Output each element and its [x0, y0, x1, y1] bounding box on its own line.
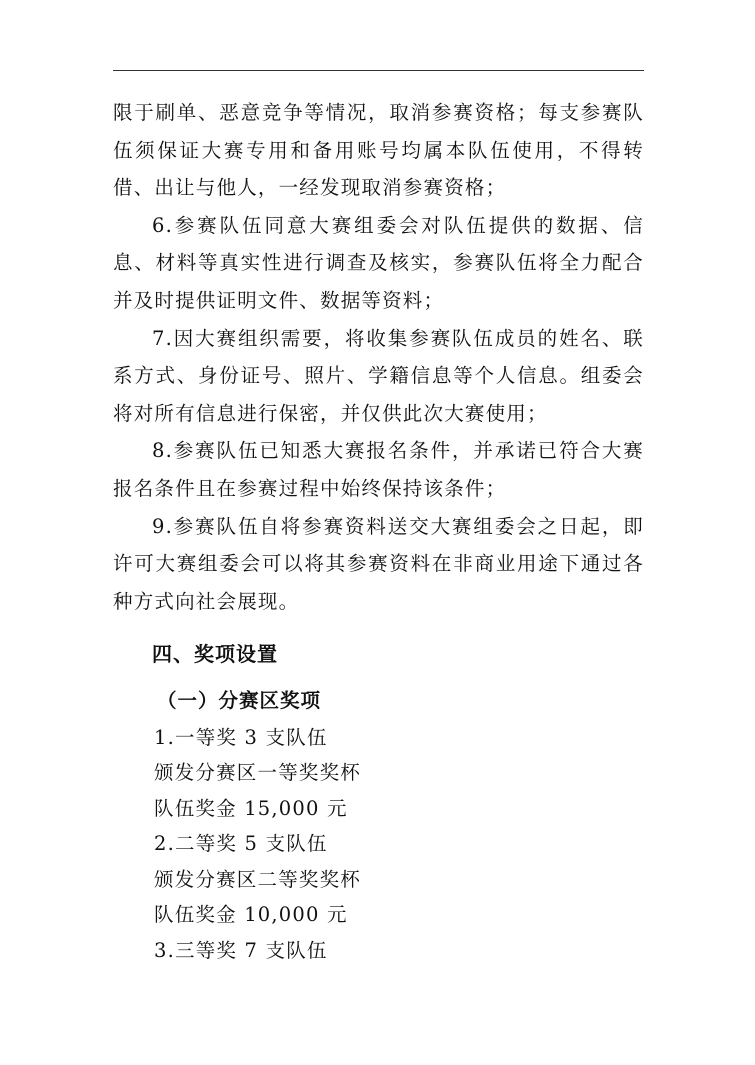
paragraph-item-9: 9.参赛队伍自将参赛资料送交大赛组委会之日起，即许可大赛组委会可以将其参赛资料在非商业用途下通过各种方式向社会展现。: [113, 514, 644, 613]
paragraph-item-7: 7.因大赛组织需要，将收集参赛队伍成员的姓名、联系方式、身份证号、照片、学籍信息等个人信息。组委会将对所有信息进行保密，并仅供此次大赛使用；: [113, 326, 644, 425]
award-line-third-prize: 3.三等奖 7 支队伍: [154, 938, 328, 962]
subsection-heading: （一）分赛区奖项: [157, 689, 322, 713]
award-line-second-bonus: 队伍奖金 10,000 元: [154, 903, 348, 927]
award-line-first-prize: 1.一等奖 3 支队伍: [154, 725, 328, 749]
document-body: [113, 94, 644, 968]
award-line-first-bonus: 队伍奖金 15,000 元: [154, 796, 348, 820]
paragraph-continuation: 限于刷单、恶意竞争等情况，取消参赛资格；每支参赛队伍须保证大赛专用和备用账号均属本队伍使用，不得转借、出让与他人，一经发现取消参赛资格；: [113, 101, 644, 200]
paragraph-item-8: 8.参赛队伍已知悉大赛报名条件，并承诺已符合大赛报名条件且在参赛过程中始终保持该条件；: [113, 439, 644, 500]
award-line-second-prize: 2.二等奖 5 支队伍: [154, 832, 328, 856]
award-line-first-trophy: 颁发分赛区一等奖奖杯: [154, 761, 362, 785]
section-heading: 四、奖项设置: [152, 642, 278, 667]
header-rule: [113, 70, 644, 71]
award-line-second-trophy: 颁发分赛区二等奖奖杯: [154, 867, 362, 891]
paragraph-item-6: 6.参赛队伍同意大赛组委会对队伍提供的数据、信息、材料等真实性进行调查及核实，参赛队伍将全力配合并及时提供证明文件、数据等资料；: [113, 213, 644, 312]
